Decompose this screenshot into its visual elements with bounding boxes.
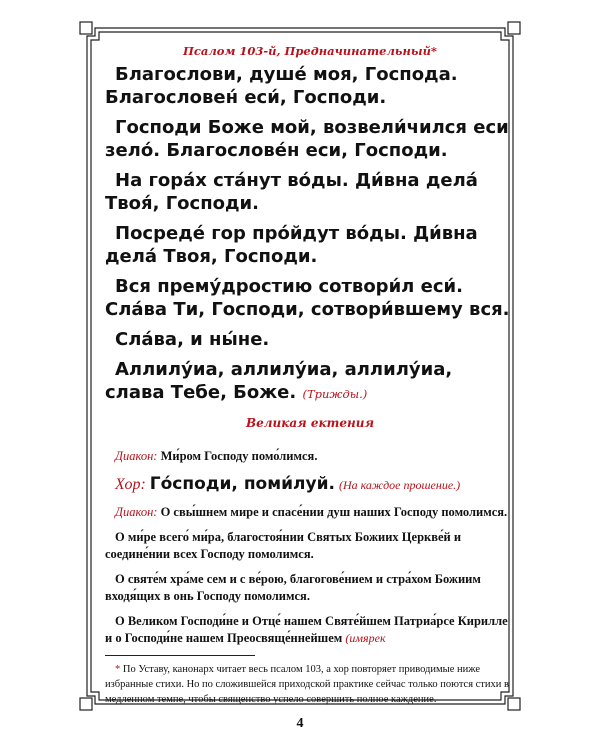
psalm-verse: Господи Боже мой, возвели́чился еси зело́. Благослове́н еси, Господи. <box>105 117 509 161</box>
psalm-verse: Вся прему́дростию сотвори́л еси́. Сла́ва Ти, Господи, сотвори́вшему вся. <box>105 276 510 320</box>
psalm-verse: Посреде́ гор про́йдут во́ды. Ди́вна дела́ Твоя, Господи. <box>105 223 478 267</box>
page-content <box>105 44 515 707</box>
litany-title: Великая ектения <box>245 416 375 430</box>
deacon-role: Диакон: <box>115 449 158 463</box>
choir-text: Го́споди, поми́луй. <box>149 474 335 494</box>
deacon-line <box>105 504 515 521</box>
deacon-text: Ми́ром Господу помо́лимся. <box>160 449 318 463</box>
page-number: 4 <box>296 716 304 731</box>
psalm-verse: Благослови, душе́ моя, Господа. Благословен́ еси́, Господи. <box>105 64 458 108</box>
footnote-text: По Уставу, канонарх читает весь псалом 103, а хор повторяет приводимые ниже избранные стихи. Но по сложившейся приходской практике сейчас только поются стихи в медленном темпе, чтобы священство успело совершить полное каждение. <box>105 664 509 705</box>
petition-text: О Великом Господи́не и Отце́ нашем Святе́йшем Патриа́рсе Кирилле и о Господи́не нашем Преосвяще́ннейшем <box>105 614 508 645</box>
choir-role: Хор: <box>115 476 146 493</box>
thrice-note: (Трижды.) <box>302 387 368 401</box>
petition: О святе́м хра́ме сем и с ве́рою, благогове́нием и стра́хом Божиим входя́щих в онь Господу помолимся. <box>105 572 481 603</box>
footnote <box>105 662 515 707</box>
psalm-verse: Сла́ва, и ны́не. <box>115 329 270 350</box>
choir-line <box>105 473 515 496</box>
psalm-verse-last <box>105 358 515 406</box>
petition: О ми́ре всего́ ми́ра, благостоя́нии Святых Божиих Церкве́й и соедине́нии всех Господу помолимся. <box>105 530 462 561</box>
psalm-verse: На гора́х ста́нут во́ды. Ди́вна дела́ Твоя́, Господи. <box>105 170 478 214</box>
deacon-role: Диакон: <box>115 505 158 519</box>
footnote-marker: * <box>115 664 121 675</box>
petition <box>105 613 515 647</box>
deacon-text: О свы́шнем мире и спасе́нии душ наших Господу помолимся. <box>160 505 508 519</box>
choir-note: (На каждое прошение.) <box>338 478 461 492</box>
psalm-title: Псалом 103-й, Предначинательный* <box>183 44 437 58</box>
deacon-line <box>105 448 515 465</box>
petition-note: (имярек <box>345 631 386 645</box>
alleluia-text: Аллилу́иа, аллилу́иа, аллилу́иа, слава Тебе, Боже. <box>105 359 453 403</box>
footnote-divider <box>105 655 255 656</box>
